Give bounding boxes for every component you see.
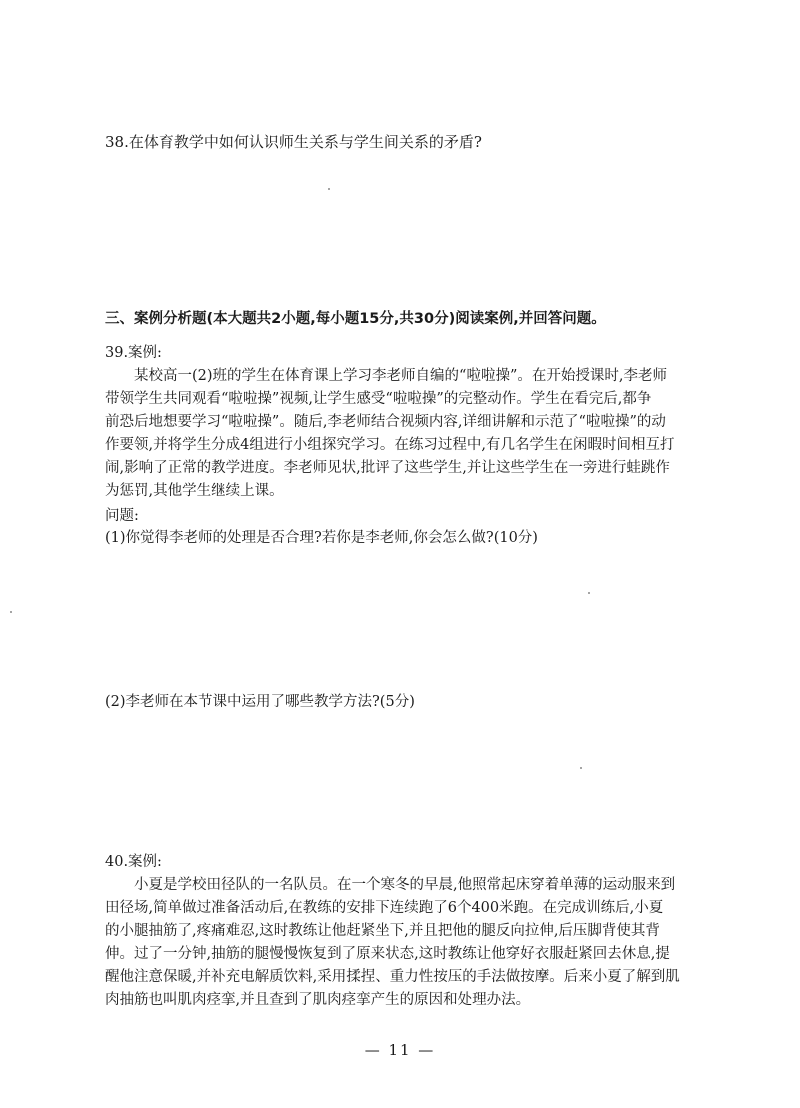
scan-speck: [588, 592, 590, 594]
case-39-line: 为惩罚,其他学生继续上课。: [105, 483, 284, 499]
case-40-line: 田径场,简单做过准备活动后,在教练的安排下连续跑了6个400米跑。在完成训练后,小夏: [105, 900, 664, 916]
case-40-line: 肉抽筋也叫肌肉痉挛,并且查到了肌肉痉挛产生的原因和处理办法。: [105, 992, 531, 1008]
page-number: — 11 —: [364, 1041, 436, 1059]
scan-speck: [580, 767, 582, 769]
question-39-label: 39.案例:: [105, 345, 162, 361]
case-40-line: 醒他注意保暖,并补充电解质饮料,采用揉捏、重力性按压的手法做按摩。后来小夏了解到肌: [105, 969, 680, 985]
scan-speck: [10, 611, 12, 613]
question-39-sub1: (1)你觉得李老师的处理是否合理?若你是李老师,你会怎么做?(10分): [105, 530, 538, 546]
question-39-prompt-label: 问题:: [105, 508, 139, 524]
question-38: 38.在体育教学中如何认识师生关系与学生间关系的矛盾?: [105, 133, 482, 151]
scan-speck: [328, 188, 330, 190]
case-40-line: 小夏是学校田径队的一名队员。在一个寒冬的早晨,他照常起床穿着单薄的运动服来到: [134, 877, 676, 893]
question-40-label: 40.案例:: [105, 854, 162, 870]
section-3-heading: 三、案例分析题(本大题共2小题,每小题15分,共30分)阅读案例,并回答问题。: [105, 311, 606, 327]
case-40-line: 伸。过了一分钟,抽筋的腿慢慢恢复到了原来状态,这时教练让他穿好衣服赶紧回去休息,提: [105, 946, 670, 962]
question-39-sub2: (2)李老师在本节课中运用了哪些教学方法?(5分): [105, 694, 415, 710]
question-39-case-text: [105, 365, 685, 503]
case-39-line: 闹,影响了正常的教学进度。李老师见状,批评了这些学生,并让这些学生在一旁进行蛙跳作: [105, 460, 670, 476]
case-39-line: 作要领,并将学生分成4组进行小组探究学习。在练习过程中,有几名学生在闲暇时间相互打: [105, 437, 675, 453]
question-40-case-text: [105, 874, 685, 1012]
case-40-line: 的小腿抽筋了,疼痛难忍,这时教练让他赶紧坐下,并且把他的腿反向拉伸,后压脚背使其背: [105, 923, 660, 939]
case-39-line: 某校高一(2)班的学生在体育课上学习李老师自编的“啦啦操”。在开始授课时,李老师: [134, 368, 667, 384]
case-39-line: 带领学生共同观看“啦啦操”视频,让学生感受“啦啦操”的完整动作。学生在看完后,都争: [105, 391, 652, 407]
case-39-line: 前恐后地想要学习“啦啦操”。随后,李老师结合视频内容,详细讲解和示范了“啦啦操”的动: [105, 414, 666, 430]
